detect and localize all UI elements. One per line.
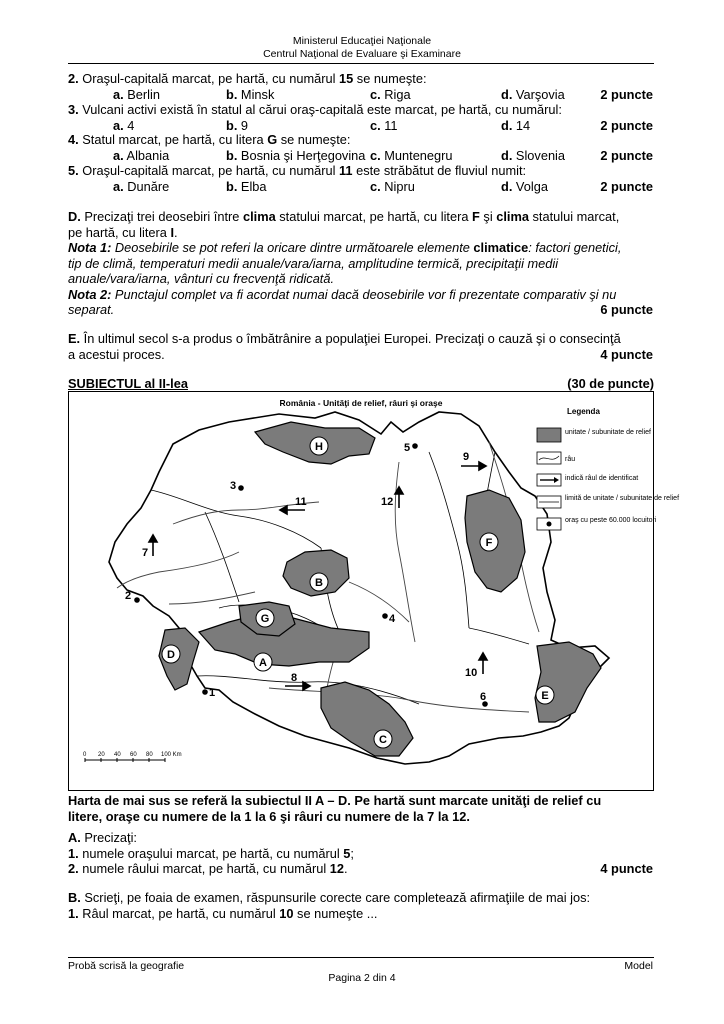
svg-text:indică râul de identificat: indică râul de identificat [565, 475, 639, 482]
question-3-points: 2 puncte [600, 117, 653, 133]
question-5-option-d: d. Volga [501, 178, 548, 194]
map-title: România - Unităţi de relief, râuri şi oraşe [279, 398, 443, 408]
svg-text:unitate / subunitate de relief: unitate / subunitate de relief [565, 429, 652, 436]
relief-label-b [310, 573, 328, 591]
section-e-points: 4 puncte [600, 347, 653, 362]
footer-left: Probă scrisă la geografie [68, 960, 185, 972]
svg-text:G: G [260, 613, 270, 625]
section-d-line2: pe hartă, cu litera I. [68, 225, 178, 240]
question-5-option-b: b. Elba [226, 178, 267, 194]
relief-label-f [480, 533, 498, 551]
nota1-line1: Nota 1: Deosebirile se pot referi la oricare dintre următoarele elemente climatice: factori genetici, [68, 240, 622, 255]
romania-map [68, 391, 680, 791]
svg-text:7: 7 [142, 547, 149, 559]
svg-text:limită de unitate / subunitate: limită de unitate / subunitate de relief [565, 495, 680, 502]
city-4 [382, 613, 396, 625]
svg-text:C: C [379, 734, 387, 746]
svg-text:11: 11 [295, 496, 307, 508]
svg-text:20: 20 [98, 752, 105, 758]
footer-page-number: Pagina 2 din 4 [328, 972, 396, 984]
relief-label-a [254, 653, 272, 671]
svg-text:6: 6 [480, 691, 487, 703]
question-5-text: 5. Oraşul-capitală marcat, pe hartă, cu numărul 11 este străbătut de fluviul numit: [68, 163, 527, 178]
relief-label-c [374, 730, 392, 748]
map-caption-line1: Harta de mai sus se referă la subiectul II A – D. Pe hartă sunt marcate unităţi de relief cu [68, 793, 602, 808]
section-b-intro: B. Scrieţi, pe foaia de examen, răspunsurile corecte care completează afirmaţiile de mai jos: [68, 890, 591, 905]
nota1-line2: tip de climă, temperaturi medii anuale/vara/iarna, amplitudine termică, precipitaţii medii [68, 256, 559, 271]
map-caption-line2: litere, oraşe cu numere de la 1 la 6 şi râuri cu numere de la 7 la 12. [68, 809, 470, 824]
question-2-option-b: b. Minsk [226, 86, 275, 102]
header-center: Centrul Naţional de Evaluare şi Examinare [263, 48, 461, 60]
section-a-item2: 2. numele râului marcat, pe hartă, cu numărul 12. [68, 861, 348, 876]
svg-text:9: 9 [463, 451, 470, 463]
question-3-option-b: b. 9 [226, 117, 249, 133]
question-3-text: 3. Vulcani activi există în statul al cărui oraş-capitală este marcat, pe hartă, cu numărul: [68, 102, 562, 117]
river-marker-12 [381, 487, 403, 508]
city-3 [230, 480, 244, 492]
nota1-line3: anuale/vara/iarna, vânturi cu frecvenţă ridicată. [68, 271, 335, 286]
footer-divider [68, 957, 654, 958]
section-e-line2: a acestui proces. [68, 347, 165, 362]
section-e-line1: E. În ultimul secol s-a produs o îmbătrânire a populaţiei Europei. Precizaţi o cauză şi o consecinţă [68, 331, 621, 346]
relief-label-h [310, 437, 328, 455]
question-5-option-c: c. Nipru [370, 178, 415, 194]
svg-text:4: 4 [389, 613, 396, 625]
section-a-intro: A. Precizaţi: [68, 830, 137, 845]
question-2-points: 2 puncte [600, 86, 653, 102]
section-b-item1: 1. Râul marcat, pe hartă, cu numărul 10 se numeşte ... [68, 906, 378, 921]
svg-text:10: 10 [465, 667, 478, 679]
svg-text:80: 80 [146, 752, 153, 758]
scale-bar [83, 752, 182, 762]
question-4-points: 2 puncte [600, 147, 653, 163]
relief-label-g [256, 609, 274, 627]
svg-text:A: A [259, 657, 267, 669]
svg-text:8: 8 [291, 672, 298, 684]
city-6 [480, 691, 488, 707]
svg-text:60: 60 [130, 752, 137, 758]
footer-right: Model [624, 960, 653, 972]
svg-text:3: 3 [230, 480, 237, 492]
svg-text:H: H [315, 441, 323, 453]
section-a-item1: 1. numele oraşului marcat, pe hartă, cu numărul 5; [68, 846, 354, 861]
svg-text:D: D [167, 649, 175, 661]
question-5-points: 2 puncte [600, 178, 653, 194]
svg-text:12: 12 [381, 496, 394, 508]
relief-label-e [536, 686, 554, 704]
river-marker-9 [461, 451, 486, 470]
header-divider [68, 63, 654, 64]
question-4-text: 4. Statul marcat, pe hartă, cu litera G se numeşte: [68, 132, 351, 147]
subject-2-points: (30 de puncte) [567, 376, 654, 391]
nota2-line2: separat. [68, 302, 115, 317]
question-5-option-a: a. Dunăre [113, 178, 170, 194]
svg-text:100 Km: 100 Km [161, 752, 182, 758]
svg-text:1: 1 [209, 687, 216, 699]
svg-text:0: 0 [83, 752, 87, 758]
question-2-option-d: d. Varşovia [501, 86, 565, 102]
svg-text:40: 40 [114, 752, 121, 758]
question-3-option-a: a. 4 [113, 117, 135, 133]
river-marker-10 [465, 653, 487, 679]
question-4-option-d: d. Slovenia [501, 147, 566, 163]
map-legend [537, 407, 679, 530]
svg-text:Legenda: Legenda [567, 407, 600, 416]
svg-text:oraş cu peste 60.000 locuitori: oraş cu peste 60.000 locuitori [565, 517, 657, 524]
subject-2-title: SUBIECTUL al II-lea [68, 376, 188, 391]
header-ministry: Ministerul Educaţiei Naţionale [292, 35, 432, 47]
question-4-option-b: b. Bosnia şi Herţegovina [226, 147, 366, 163]
section-d-line1: D. Precizaţi trei deosebiri între clima statului marcat, pe hartă, cu litera F şi clima statului marcat, [68, 209, 620, 224]
city-5 [404, 442, 418, 454]
question-2-option-a: a. Berlin [113, 86, 160, 102]
river-marker-8 [285, 672, 310, 690]
relief-label-d [162, 645, 180, 663]
question-3-option-d: d. 14 [501, 117, 531, 133]
question-2-option-c: c. Riga [370, 86, 411, 102]
svg-text:F: F [485, 537, 493, 549]
question-4-option-c: c. Muntenegru [370, 147, 453, 163]
svg-text:5: 5 [404, 442, 411, 454]
section-d-points: 6 puncte [600, 302, 653, 317]
svg-text:E: E [541, 690, 549, 702]
city-1 [202, 687, 215, 699]
svg-text:B: B [315, 577, 323, 589]
svg-text:2: 2 [125, 590, 132, 602]
relief-units [159, 422, 601, 756]
svg-text:râu: râu [565, 456, 576, 463]
question-3-option-c: c. 11 [370, 117, 398, 133]
question-2-text: 2. Oraşul-capitală marcat, pe hartă, cu numărul 15 se numeşte: [68, 71, 427, 86]
river-marker-7 [142, 535, 157, 559]
section-a-points: 4 puncte [600, 861, 653, 876]
question-4-option-a: a. Albania [113, 147, 170, 163]
nota2-line1: Nota 2: Punctajul complet va fi acordat numai dacă deosebirile vor fi prezentate comparativ şi nu [68, 287, 617, 302]
